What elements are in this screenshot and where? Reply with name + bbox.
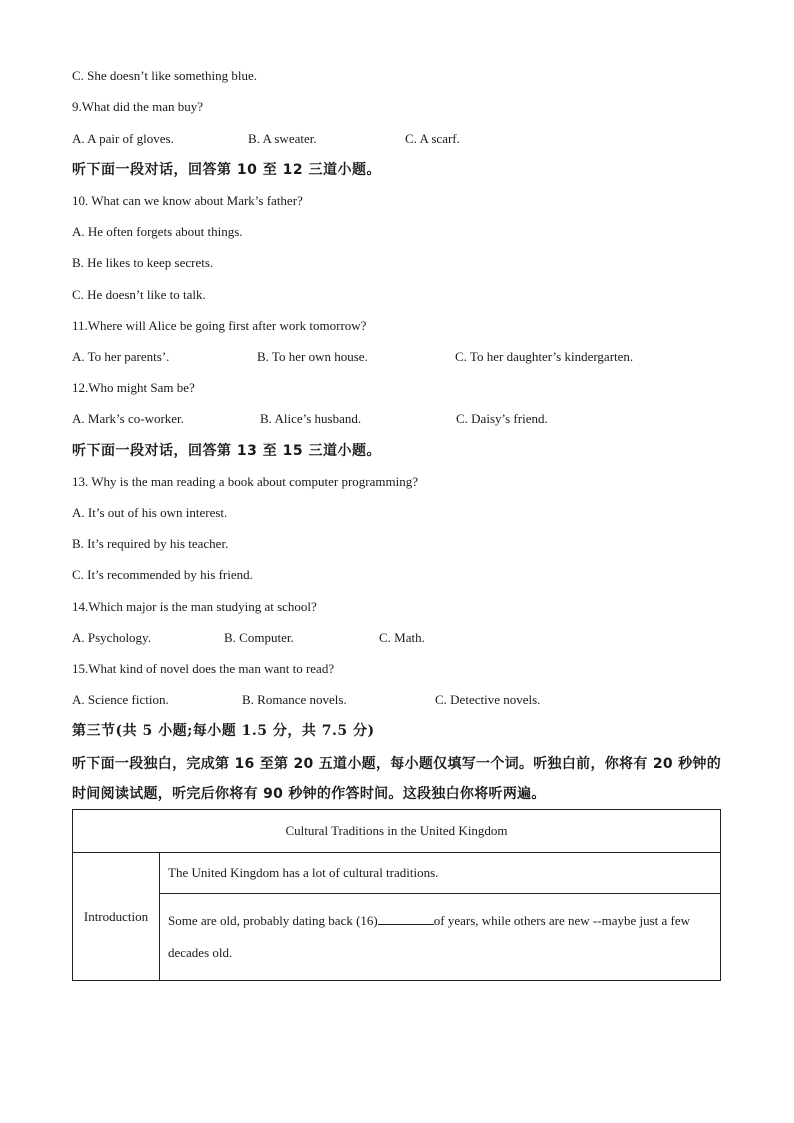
q10-option-c: C. He doesn’t like to talk. <box>72 287 206 302</box>
row-label-introduction: Introduction <box>73 853 160 981</box>
q12-options <box>72 411 722 427</box>
notes-table <box>72 809 721 981</box>
q12-option-a: A. Mark’s co-worker. <box>72 411 184 426</box>
q15-option-c: C. Detective novels. <box>435 692 541 707</box>
q8-option-c: C. She doesn’t like something blue. <box>72 68 257 83</box>
q12-stem: 12.Who might Sam be? <box>72 380 195 395</box>
table-cell-with-blank <box>160 894 721 981</box>
table-row <box>73 810 721 853</box>
table-row <box>73 853 721 894</box>
q12-option-b: B. Alice’s husband. <box>260 411 362 426</box>
answer-blank-16 <box>378 912 434 925</box>
q10-option-a: A. He often forgets about things. <box>72 224 243 239</box>
q10-option-b: B. He likes to keep secrets. <box>72 255 214 270</box>
q15-options <box>72 692 722 708</box>
q12-option-c: C. Daisy’s friend. <box>456 411 548 426</box>
q9-option-b: B. A sweater. <box>248 131 317 146</box>
q13-stem: 13. Why is the man reading a book about computer programming? <box>72 474 418 489</box>
q11-stem: 11.Where will Alice be going first after work tomorrow? <box>72 318 367 333</box>
q11-option-b: B. To her own house. <box>257 349 368 364</box>
q14-stem: 14.Which major is the man studying at school? <box>72 599 317 614</box>
q11-option-a: A. To her parents’. <box>72 349 170 364</box>
q9-option-c: C. A scarf. <box>405 131 460 146</box>
q14-option-a: A. Psychology. <box>72 630 151 645</box>
q13-option-a: A. It’s out of his own interest. <box>72 505 228 520</box>
q9-stem: 9.What did the man buy? <box>72 99 204 114</box>
section-3-heading: 第三节(共 5 小题;每小题 1.5 分，共 7.5 分) <box>72 723 375 739</box>
q9-option-a: A. A pair of gloves. <box>72 131 174 146</box>
q15-option-a: A. Science fiction. <box>72 692 169 707</box>
q9-options <box>72 131 722 147</box>
section-13-15-heading: 听下面一段对话，回答第 13 至 15 三道小题。 <box>72 443 381 459</box>
cell-text-after-blank: of years, while others are new --maybe just a few decades old. <box>168 913 691 960</box>
q14-option-b: B. Computer. <box>224 630 294 645</box>
section-10-12-heading: 听下面一段对话，回答第 10 至 12 三道小题。 <box>72 162 381 178</box>
q10-stem: 10. What can we know about Mark’s father? <box>72 193 303 208</box>
q14-option-c: C. Math. <box>379 630 425 645</box>
section-3-instructions: 听下面一段独白，完成第 16 至第 20 五道小题，每小题仅填写一个词。听独白前，你将有 20 秒钟的时间阅读试题，听完后你将有 90 秒钟的作答时间。这段独白你将听两遍。 <box>72 756 721 802</box>
q15-option-b: B. Romance novels. <box>242 692 347 707</box>
q13-option-b: B. It’s required by his teacher. <box>72 536 229 551</box>
table-title: Cultural Traditions in the United Kingdom <box>73 810 721 853</box>
q11-options <box>72 349 722 365</box>
table-cell: The United Kingdom has a lot of cultural traditions. <box>160 853 721 894</box>
q11-option-c: C. To her daughter’s kindergarten. <box>455 349 634 364</box>
q13-option-c: C. It’s recommended by his friend. <box>72 567 253 582</box>
cell-text-before-blank: Some are old, probably dating back (16) <box>168 913 378 928</box>
table-row <box>73 894 721 981</box>
q14-options <box>72 630 722 646</box>
q15-stem: 15.What kind of novel does the man want to read? <box>72 661 335 676</box>
